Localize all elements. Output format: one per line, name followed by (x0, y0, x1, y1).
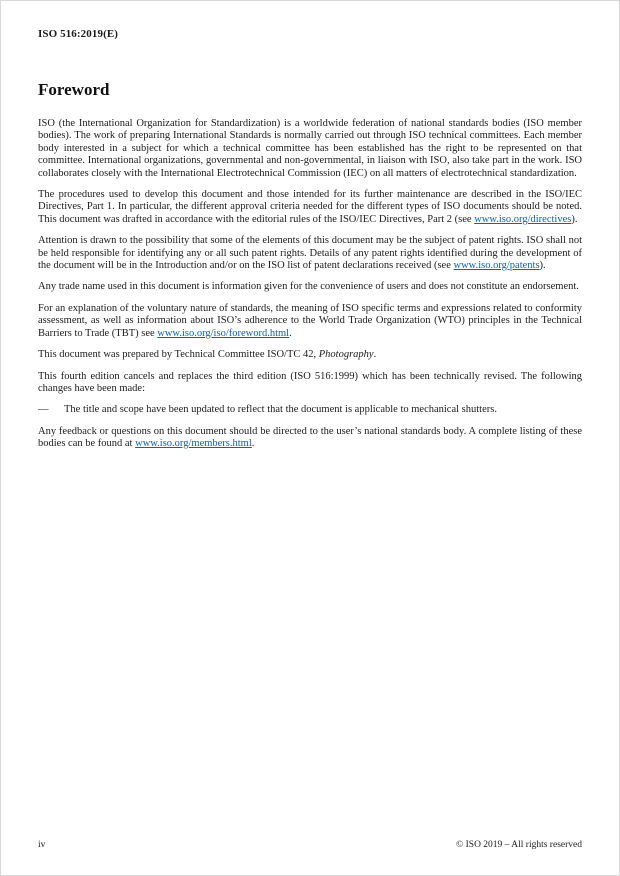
link-iso-directives[interactable]: www.iso.org/directives (474, 213, 572, 225)
paragraph-text: . (251, 438, 255, 450)
paragraph-text: . (289, 327, 292, 339)
paragraph-edition (38, 371, 582, 396)
link-iso-members[interactable]: www.iso.org/members.html (135, 438, 252, 450)
paragraph-voluntary-nature (38, 303, 582, 340)
committee-subject-italic: Photography (318, 349, 374, 361)
paragraph-text: For an explanation of the voluntary nature of standards, the meaning of ISO specific terms and expressions related to conformity assessment, as well as information about ISO’s adherence to the World Trade Organization (WTO) principles in the Technical Barriers to Trade (TBT) see (38, 302, 582, 339)
copyright-notice: © ISO 2019 – All rights reserved (456, 840, 582, 850)
paragraph-text: Any feedback or questions on this document should be directed to the user’s national standards body. A complete listing of these bodies can be found at (38, 425, 582, 450)
paragraph-text: ISO (the International Organization for Standardization) is a worldwide federation of national standards bodies (ISO member bodies). The work of preparing International Standards is normally carried out through ISO technical committees. Each member body interested in a subject for which a technical committee has been established has the right to be represented on that committee. International organizations, governmental and non-governmental, in liaison with ISO, also take part in the work. ISO collaborates closely with the International Electrotechnical Commission (IEC) on all matters of electrotechnical standardization. (38, 118, 582, 179)
paragraph-text: Attention is drawn to the possibility that some of the elements of this document may be the subject of patent rights. ISO shall not be held responsible for identifying any or all such patent rights. Details of any patent rights identified during the development of the document will be in the Introduction and/or on the ISO list of patent declarations received (see (38, 235, 582, 272)
paragraph-feedback (38, 426, 582, 451)
page-number: iv (38, 840, 46, 850)
paragraph-iso-federation (38, 118, 582, 180)
paragraph-patent-rights (38, 235, 582, 272)
paragraph-text: The procedures used to develop this document and those intended for its further maintenance are described in the ISO/IEC Directives, Part 1. In particular, the different approval criteria needed for the different types of ISO documents should be noted. This document was drafted in accordance with the editorial rules of the ISO/IEC Directives, Part 2 (see (38, 189, 582, 225)
foreword-heading: Foreword (38, 80, 110, 99)
list-dash: — (38, 404, 49, 416)
paragraph-committee (38, 349, 582, 361)
paragraph-text: ). (571, 213, 578, 225)
page-footer (38, 840, 582, 850)
link-iso-patents[interactable]: www.iso.org/patents (453, 260, 540, 272)
paragraph-text: . (373, 349, 377, 361)
list-item-text: The title and scope have been updated to reflect that the document is applicable to mechanical shutters. (64, 404, 497, 416)
paragraph-trade-name (38, 281, 582, 293)
page-content (38, 0, 582, 460)
change-list-item (38, 404, 582, 416)
paragraph-text: This document was prepared by Technical Committee ISO/TC 42, (38, 349, 319, 361)
paragraph-text: ). (539, 260, 546, 272)
paragraph-text: This fourth edition cancels and replaces the third edition (ISO 516:1999) which has been technically revised. The following changes have been made: (38, 370, 582, 394)
paragraph-procedures (38, 189, 582, 226)
paragraph-text: Any trade name used in this document is information given for the convenience of users and does not constitute an endorsement. (38, 281, 579, 293)
document-reference-header: ISO 516:2019(E) (38, 28, 119, 40)
link-iso-foreword[interactable]: www.iso.org/iso/foreword.html (157, 327, 290, 339)
